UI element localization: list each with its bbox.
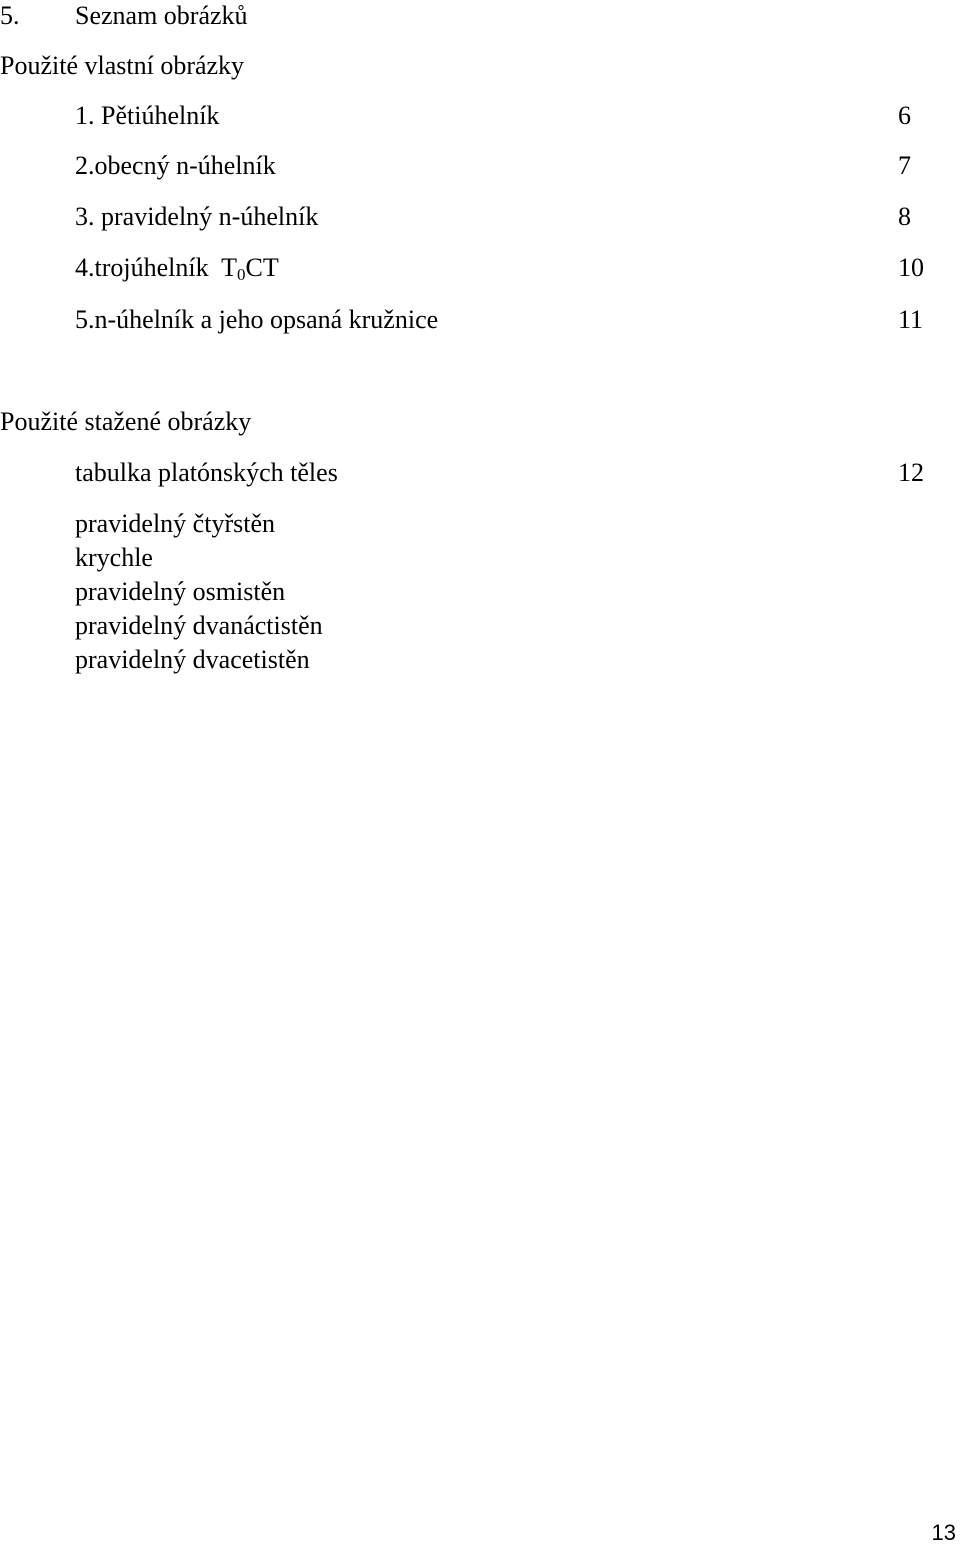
solid-item: pravidelný čtyřstěn [75, 509, 275, 538]
list-item-page: 7 [898, 151, 911, 180]
solid-item: pravidelný dvanáctistěn [75, 611, 323, 640]
list-item-label [75, 252, 279, 284]
list-item-label: 3. pravidelný n-úhelník [75, 202, 319, 231]
list-item-label: 5.n-úhelník a jeho opsaná kružnice [75, 305, 439, 334]
list-item-label: 2.obecný n-úhelník [75, 151, 276, 180]
page-title: Seznam obrázků [75, 1, 248, 30]
label-prefix: 4.trojúhelník T [75, 253, 238, 282]
solid-item: pravidelný dvacetistěn [75, 645, 310, 674]
label-suffix: CT [245, 253, 279, 282]
section-number: 5. [0, 1, 20, 30]
list-item-page: 8 [898, 202, 911, 231]
solid-item: pravidelný osmistěn [75, 577, 286, 606]
list-item-label: 1. Pětiúhelník [75, 101, 220, 130]
table-page: 12 [898, 458, 924, 487]
list-item-page: 10 [898, 253, 924, 282]
downloaded-images-title: Použité stažené obrázky [0, 407, 252, 436]
list-item-page: 6 [898, 101, 911, 130]
label-subscript: 0 [237, 265, 246, 284]
table-label: tabulka platónských těles [75, 458, 338, 487]
page-number: 13 [931, 1520, 956, 1545]
solid-item: krychle [75, 543, 153, 572]
list-item-page: 11 [898, 305, 924, 334]
own-images-title: Použité vlastní obrázky [0, 51, 245, 80]
